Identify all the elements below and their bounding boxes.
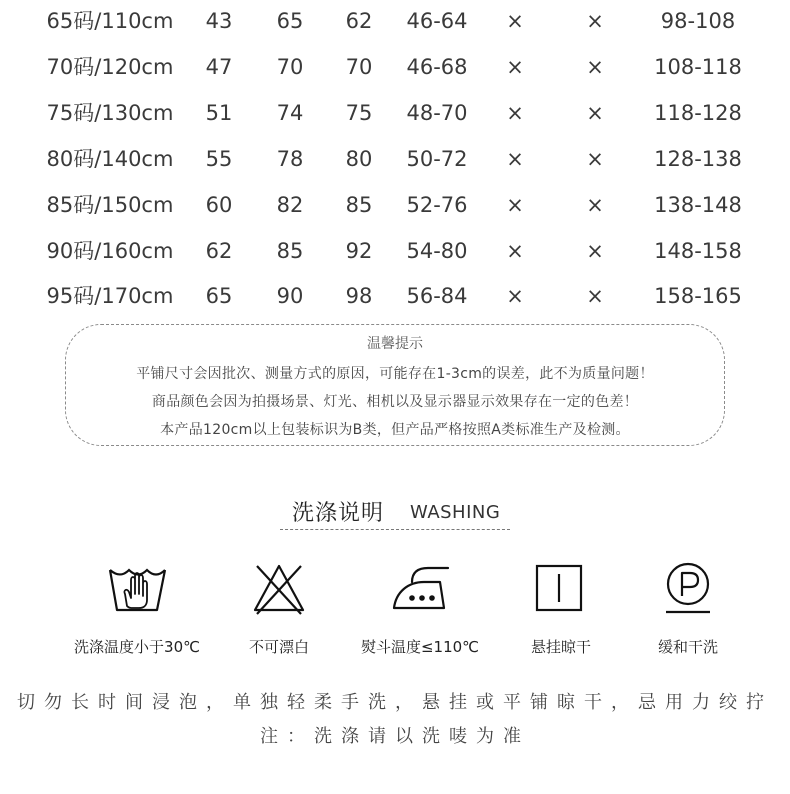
table-cell: 138-148	[654, 193, 742, 217]
table-cell: 92	[345, 239, 373, 263]
notice-line-standard: 本产品120cm以上包装标识为B类，但产品严格按照A类标准生产及检测。	[160, 422, 630, 438]
table-cell: 98	[345, 284, 373, 308]
care-label-bleach: 不可漂白	[248, 638, 309, 656]
table-cell: 46-68	[406, 55, 468, 79]
size-cell: 85码/150cm	[46, 193, 174, 217]
table-cell: ×	[506, 147, 524, 171]
table-cell: 128-138	[654, 147, 742, 171]
table-cell: ×	[586, 239, 604, 263]
table-cell: 56-84	[406, 284, 468, 308]
washing-note: 注：洗涤请以洗唛为准	[260, 726, 530, 747]
no-bleach-icon	[249, 560, 309, 620]
table-cell: 90	[276, 284, 304, 308]
table-cell: 55	[205, 147, 233, 171]
table-cell: ×	[586, 9, 604, 33]
table-cell: 108-118	[654, 55, 742, 79]
table-cell: 48-70	[406, 101, 468, 125]
table-cell: 43	[205, 9, 233, 33]
notice-line-measurement: 平铺尺寸会因批次、测量方式的原因，可能存在1-3cm的误差，此不为质量问题！	[136, 366, 654, 382]
table-cell: ×	[586, 284, 604, 308]
size-cell: 75码/130cm	[46, 101, 174, 125]
table-cell: 74	[276, 101, 304, 125]
care-label-iron: 熨斗温度≤110℃	[360, 638, 480, 656]
size-cell: 95码/170cm	[46, 284, 174, 308]
table-cell: 62	[205, 239, 233, 263]
table-cell: 65	[276, 9, 304, 33]
washing-instruction: 切勿长时间浸泡，单独轻柔手洗，悬挂或平铺晾干，忌用力绞拧	[17, 692, 773, 713]
care-label-hang-dry: 悬挂晾干	[530, 638, 591, 656]
dry-clean-p-icon	[658, 560, 718, 620]
table-row	[0, 1, 790, 41]
table-cell: 82	[276, 193, 304, 217]
care-item-bleach	[209, 560, 349, 660]
table-cell: ×	[506, 284, 524, 308]
notice-line-color: 商品颜色会因为拍摄场景、灯光、相机以及显示器显示效果存在一定的色差！	[151, 394, 639, 410]
table-cell: 47	[205, 55, 233, 79]
washing-title-cn: 洗涤说明	[292, 501, 385, 526]
size-cell: 80码/140cm	[46, 147, 174, 171]
table-cell: 46-64	[406, 9, 468, 33]
table-cell: 85	[276, 239, 304, 263]
table-row	[0, 231, 790, 271]
hang-dry-icon	[531, 560, 591, 620]
washing-title-en: WASHING	[410, 502, 501, 523]
table-cell: 75	[345, 101, 373, 125]
table-cell: 78	[276, 147, 304, 171]
table-cell: ×	[506, 55, 524, 79]
care-item-wash	[67, 560, 207, 660]
care-item-iron	[350, 560, 490, 660]
table-row	[0, 139, 790, 179]
notice-title: 温馨提示	[367, 336, 423, 352]
washing-heading	[280, 496, 510, 530]
table-cell: 118-128	[654, 101, 742, 125]
table-cell: 158-165	[654, 284, 742, 308]
table-cell: ×	[506, 9, 524, 33]
table-cell: ×	[586, 147, 604, 171]
size-cell: 70码/120cm	[46, 55, 174, 79]
table-cell: 50-72	[406, 147, 468, 171]
table-cell: 70	[276, 55, 304, 79]
table-cell: 80	[345, 147, 373, 171]
table-cell: 148-158	[654, 239, 742, 263]
table-cell: ×	[586, 193, 604, 217]
table-cell: ×	[506, 239, 524, 263]
wash-basin-hand-icon	[107, 560, 167, 620]
table-cell: ×	[506, 193, 524, 217]
care-item-dry-clean	[618, 560, 758, 660]
table-cell: 62	[345, 9, 373, 33]
table-cell: ×	[506, 101, 524, 125]
table-cell: ×	[586, 55, 604, 79]
iron-icon	[390, 560, 450, 620]
table-cell: 54-80	[406, 239, 468, 263]
table-cell: 70	[345, 55, 373, 79]
care-label-wash: 洗涤温度小于30℃	[74, 638, 200, 656]
table-cell: 60	[205, 193, 233, 217]
size-cell: 90码/160cm	[46, 239, 174, 263]
table-cell: 52-76	[406, 193, 468, 217]
table-cell: 65	[205, 284, 233, 308]
care-label-dry-clean: 缓和干洗	[657, 638, 718, 656]
table-row	[0, 276, 790, 316]
table-row	[0, 93, 790, 133]
table-row	[0, 185, 790, 225]
table-cell: ×	[586, 101, 604, 125]
table-cell: 98-108	[660, 9, 736, 33]
table-row	[0, 47, 790, 87]
table-cell: 85	[345, 193, 373, 217]
notice-box	[65, 324, 725, 446]
size-cell: 65码/110cm	[46, 9, 174, 33]
table-cell: 51	[205, 101, 233, 125]
